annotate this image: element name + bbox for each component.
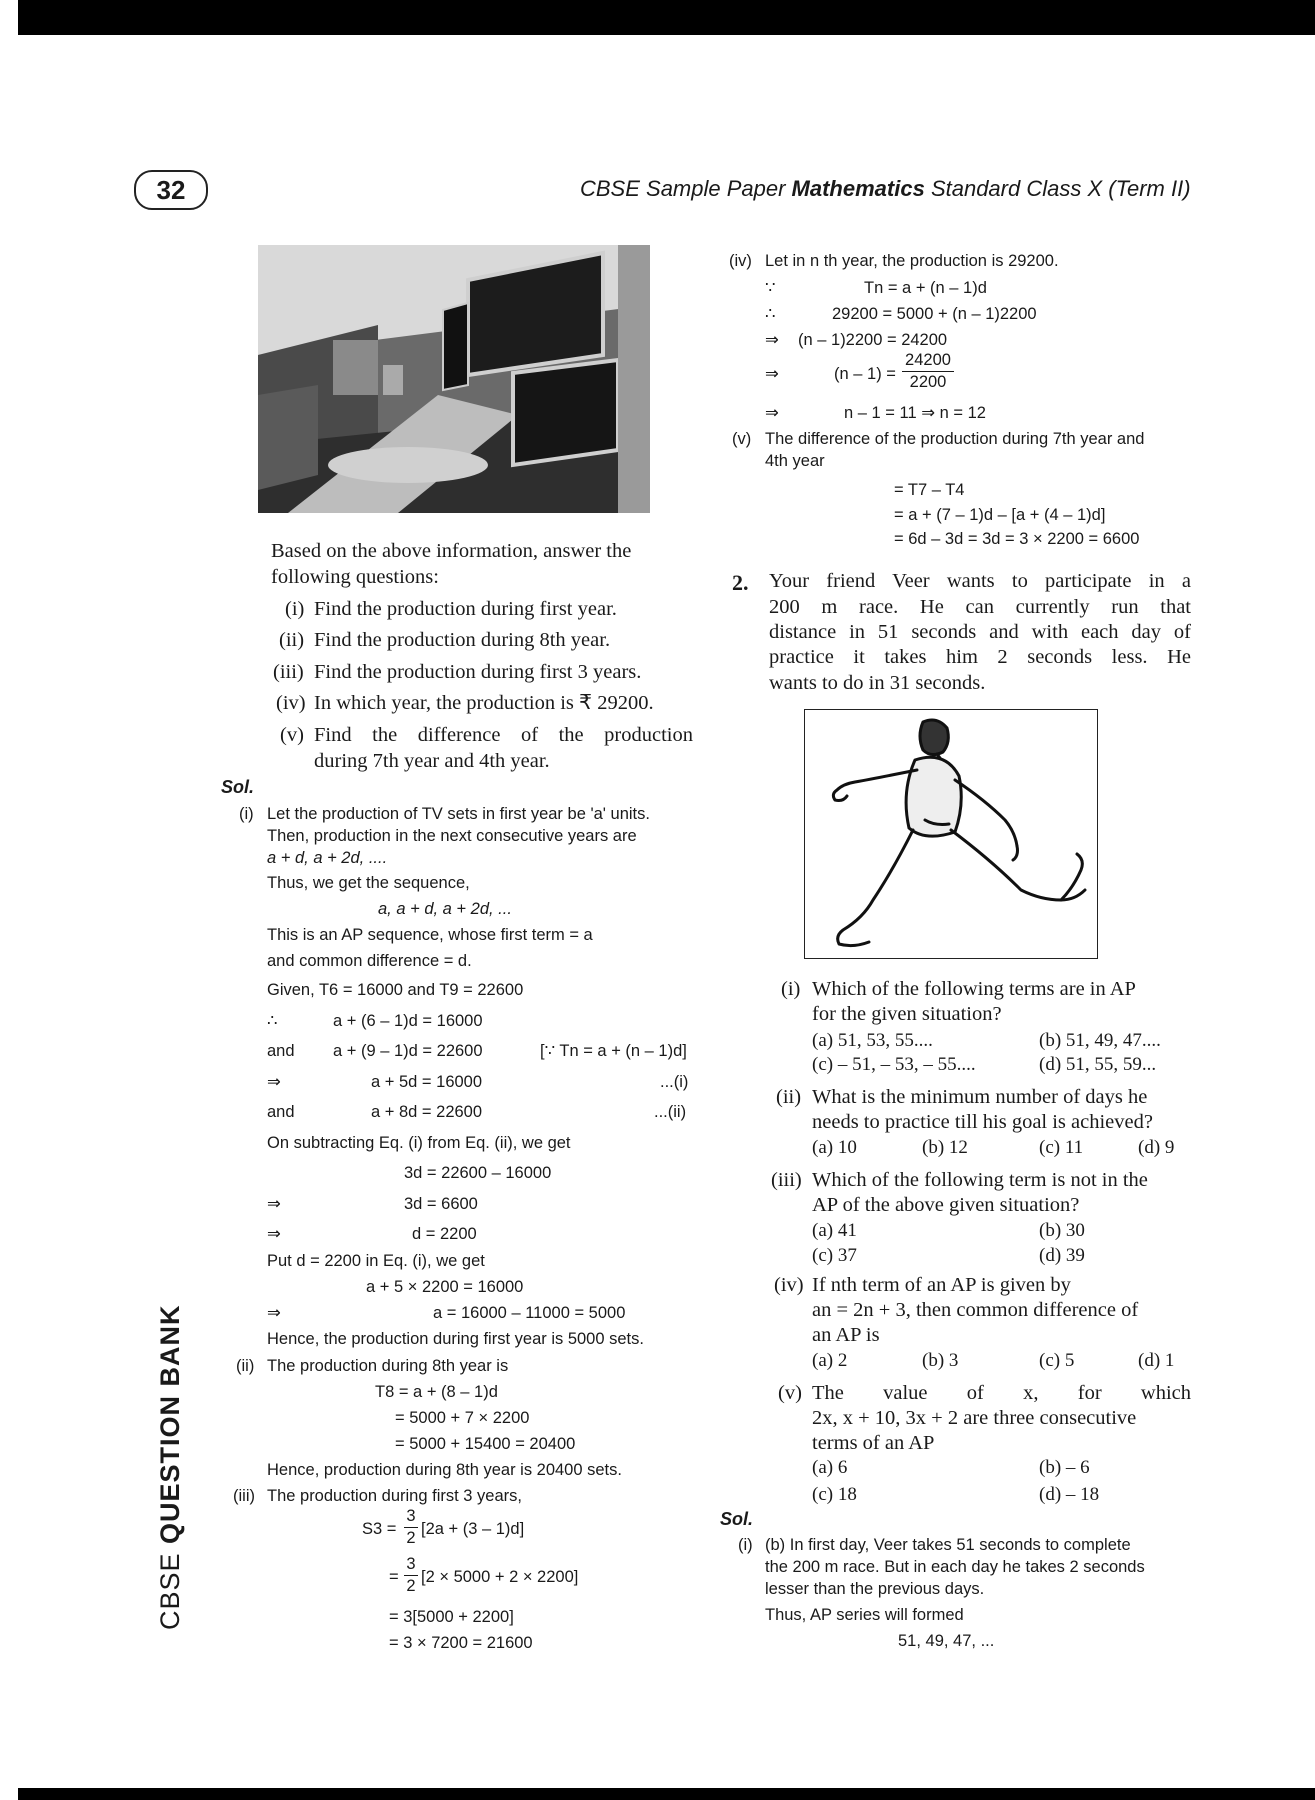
math-line: [2a + (3 – 1)d]: [421, 1520, 525, 1538]
mcq-option[interactable]: (b) – 6: [1039, 1457, 1090, 1478]
mcq-number: (i): [781, 978, 801, 1000]
solution-line: Then, production in the next consecutive years are: [267, 827, 637, 845]
question-number: (iv): [276, 692, 306, 714]
solution-part-number: (i): [239, 805, 254, 823]
solution-line: Given, T6 = 16000 and T9 = 22600: [267, 981, 524, 999]
math-symbol: and: [267, 1103, 295, 1121]
solution-line: and common difference = d.: [267, 952, 472, 970]
mcq-question: What is the minimum number of days he: [812, 1086, 1148, 1108]
mcq-option[interactable]: (c) 5: [1039, 1350, 1075, 1371]
math-line: = 3 × 7200 = 21600: [389, 1634, 533, 1652]
question-2-line: Your friend Veer wants to participate in a: [769, 570, 1191, 592]
solution-label: Sol.: [221, 777, 255, 797]
solution-line: The difference of the production during 7th year and: [765, 430, 1145, 448]
fraction-denominator: 2200: [909, 372, 947, 391]
question-text: Find the production during first 3 years.: [314, 661, 642, 683]
math-line: = T7 – T4: [894, 481, 965, 499]
mcq-option[interactable]: (d) – 18: [1039, 1484, 1100, 1505]
math-symbol: ⇒: [765, 404, 779, 422]
math-line: = 3[5000 + 2200]: [389, 1608, 514, 1626]
equation-tag: ...(ii): [654, 1103, 687, 1121]
solution-line: Thus, we get the sequence,: [267, 874, 470, 892]
solution-label: Sol.: [720, 1509, 754, 1529]
math-line: = 5000 + 15400 = 20400: [395, 1435, 576, 1453]
fraction: [902, 352, 954, 390]
solution-line: 4th year: [765, 452, 825, 470]
solution-part-number: (v): [732, 430, 752, 448]
math-symbol: ⇒: [267, 1225, 281, 1243]
solution-line: Put d = 2200 in Eq. (i), we get: [267, 1252, 485, 1270]
mcq-option[interactable]: (a) 6: [812, 1457, 848, 1478]
math-line: [2 × 5000 + 2 × 2200]: [421, 1568, 579, 1586]
math-line: S3 =: [362, 1520, 397, 1538]
math-line: a, a + d, a + 2d, ...: [378, 900, 512, 918]
mcq-question: an = 2n + 3, then common difference of: [812, 1299, 1139, 1321]
mcq-number: (iii): [771, 1169, 802, 1191]
tv-showroom-photo: [258, 245, 650, 513]
fraction-numerator: 24200: [905, 351, 951, 369]
question-number: (ii): [279, 629, 305, 651]
equation-tag: ...(i): [660, 1073, 689, 1091]
math-line: Tn = a + (n – 1)d: [864, 279, 987, 297]
math-line: n – 1 = 11 ⇒ n = 12: [844, 404, 986, 422]
solution-line: Let in n th year, the production is 29200.: [765, 252, 1059, 270]
page-number: 32: [134, 170, 208, 210]
mcq-question: Which of the following term is not in the: [812, 1169, 1148, 1191]
math-symbol: ∴: [765, 305, 776, 323]
mcq-option[interactable]: (d) 1: [1138, 1350, 1175, 1371]
math-line: 29200 = 5000 + (n – 1)2200: [832, 305, 1037, 323]
top-black-bar: [18, 0, 1315, 35]
mcq-option[interactable]: (a) 41: [812, 1220, 857, 1241]
sidebar-label-bold: QUESTION BANK: [155, 1304, 185, 1544]
mcq-option[interactable]: (d) 39: [1039, 1245, 1085, 1266]
math-line: a + 8d = 22600: [371, 1103, 483, 1121]
question-2-line: wants to do in 31 seconds.: [769, 672, 986, 694]
header-subject: Mathematics: [791, 176, 925, 201]
mcq-option[interactable]: (b) 30: [1039, 1220, 1085, 1241]
solution-line: Thus, AP series will formed: [765, 1606, 964, 1624]
mcq-option[interactable]: (b) 51, 49, 47....: [1039, 1030, 1161, 1051]
header-suffix: Standard Class X (Term II): [924, 176, 1191, 201]
mcq-option[interactable]: (b) 3: [922, 1350, 959, 1371]
mcq-option[interactable]: (c) – 51, – 53, – 55....: [812, 1054, 976, 1075]
mcq-option[interactable]: (d) 9: [1138, 1137, 1175, 1158]
question-2-line: 200 m race. He can currently run that: [769, 596, 1191, 618]
mcq-option[interactable]: (a) 51, 53, 55....: [812, 1030, 933, 1051]
math-line: a + 5d = 16000: [371, 1073, 483, 1091]
solution-line: lesser than the previous days.: [765, 1580, 985, 1598]
mcq-number: (v): [778, 1382, 802, 1404]
question-number: (iii): [273, 661, 304, 683]
math-symbol: and: [267, 1042, 295, 1060]
mcq-option[interactable]: (c) 18: [812, 1484, 857, 1505]
mcq-question: AP of the above given situation?: [812, 1194, 1080, 1216]
mcq-option[interactable]: (a) 2: [812, 1350, 848, 1371]
fraction-denominator: 2: [406, 1576, 416, 1595]
math-symbol: ⇒: [267, 1304, 281, 1322]
math-symbol: ⇒: [765, 331, 779, 349]
solution-line: Let the production of TV sets in first year be 'a' units.: [267, 805, 650, 823]
math-line: (n – 1)2200 = 24200: [798, 331, 948, 349]
solution-line: the 200 m race. But in each day he takes 2 seconds: [765, 1558, 1145, 1576]
math-symbol: ⇒: [267, 1195, 281, 1213]
math-note: [∵ Tn = a + (n – 1)d]: [540, 1042, 687, 1060]
mcq-question: needs to practice till his goal is achieved?: [812, 1111, 1153, 1133]
solution-line: Hence, the production during first year is 5000 sets.: [267, 1330, 644, 1348]
mcq-question: terms of an AP: [812, 1432, 935, 1454]
mcq-question: for the given situation?: [812, 1003, 1002, 1025]
intro-line-1: Based on the above information, answer the: [271, 540, 632, 562]
question-2-number: 2.: [732, 570, 749, 595]
math-line: = a + (7 – 1)d – [a + (4 – 1)d]: [894, 506, 1106, 524]
math-symbol: ∵: [765, 279, 776, 297]
solution-part-number: (iii): [233, 1487, 255, 1505]
math-line: = 6d – 3d = 3d = 3 × 2200 = 6600: [894, 530, 1140, 548]
mcq-question: an AP is: [812, 1324, 880, 1346]
mcq-number: (ii): [776, 1086, 802, 1108]
solution-part-number: (i): [738, 1536, 753, 1554]
math-symbol: ⇒: [267, 1073, 281, 1091]
math-line: 51, 49, 47, ...: [898, 1632, 995, 1650]
mcq-option[interactable]: (c) 11: [1039, 1137, 1084, 1158]
question-text: Find the difference of the production: [314, 724, 693, 746]
math-line: a + 5 × 2200 = 16000: [366, 1278, 524, 1296]
question-2-line: practice it takes him 2 seconds less. He: [769, 646, 1191, 668]
math-line: = 5000 + 7 × 2200: [395, 1409, 530, 1427]
solution-line: The production during 8th year is: [267, 1357, 509, 1375]
fraction: [404, 1556, 418, 1594]
math-line: a + (6 – 1)d = 16000: [333, 1012, 483, 1030]
sidebar-label-light: CBSE: [155, 1543, 185, 1630]
math-symbol: ∴: [267, 1012, 278, 1030]
running-header: [580, 176, 1191, 202]
math-line: a = 16000 – 11000 = 5000: [433, 1304, 626, 1322]
solution-line: a + d, a + 2d, ....: [267, 849, 388, 867]
math-line: a + (9 – 1)d = 22600: [333, 1042, 483, 1060]
solution-part-number: (iv): [729, 252, 752, 270]
mcq-option[interactable]: (b) 12: [922, 1137, 968, 1158]
question-text: during 7th year and 4th year.: [314, 750, 550, 772]
question-number: (i): [285, 598, 305, 620]
fraction-denominator: 2: [406, 1528, 416, 1547]
intro-line-2: following questions:: [271, 566, 439, 588]
mcq-option[interactable]: (c) 37: [812, 1245, 857, 1266]
fraction-numerator: 3: [406, 1507, 416, 1525]
sidebar-label: [155, 1304, 195, 1630]
runner-illustration: [804, 709, 1098, 959]
math-line: 3d = 22600 – 16000: [404, 1164, 552, 1182]
question-2-line: distance in 51 seconds and with each day of: [769, 621, 1191, 643]
question-text: Find the production during first year.: [314, 598, 617, 620]
math-line: d = 2200: [412, 1225, 477, 1243]
mcq-question: 2x, x + 10, 3x + 2 are three consecutive: [812, 1407, 1137, 1429]
solution-line: (b) In first day, Veer takes 51 seconds to complete: [765, 1536, 1131, 1554]
mcq-question: If nth term of an AP is given by: [812, 1274, 1071, 1296]
math-symbol: ⇒: [765, 365, 779, 383]
solution-line: On subtracting Eq. (i) from Eq. (ii), we get: [267, 1134, 571, 1152]
question-text: In which year, the production is ₹ 29200.: [314, 692, 654, 714]
question-number: (v): [280, 724, 304, 746]
solution-part-number: (ii): [236, 1357, 255, 1375]
solution-line: Hence, production during 8th year is 20400 sets.: [267, 1461, 622, 1479]
question-text: Find the production during 8th year.: [314, 629, 611, 651]
mcq-number: (iv): [774, 1274, 804, 1296]
header-prefix: CBSE Sample Paper: [580, 176, 792, 201]
math-line: T8 = a + (8 – 1)d: [375, 1383, 498, 1401]
math-line: (n – 1) =: [834, 365, 896, 383]
mcq-question: Which of the following terms are in AP: [812, 978, 1136, 1000]
math-symbol: =: [389, 1568, 399, 1586]
math-line: 3d = 6600: [404, 1195, 478, 1213]
mcq-option[interactable]: (a) 10: [812, 1137, 857, 1158]
solution-line: This is an AP sequence, whose first term = a: [267, 926, 593, 944]
mcq-option[interactable]: (d) 51, 55, 59...: [1039, 1054, 1157, 1075]
fraction: [404, 1508, 418, 1546]
mcq-question: The value of x, for which: [812, 1382, 1191, 1404]
bottom-black-bar: [18, 1788, 1315, 1800]
fraction-numerator: 3: [406, 1555, 416, 1573]
solution-line: The production during first 3 years,: [267, 1487, 522, 1505]
